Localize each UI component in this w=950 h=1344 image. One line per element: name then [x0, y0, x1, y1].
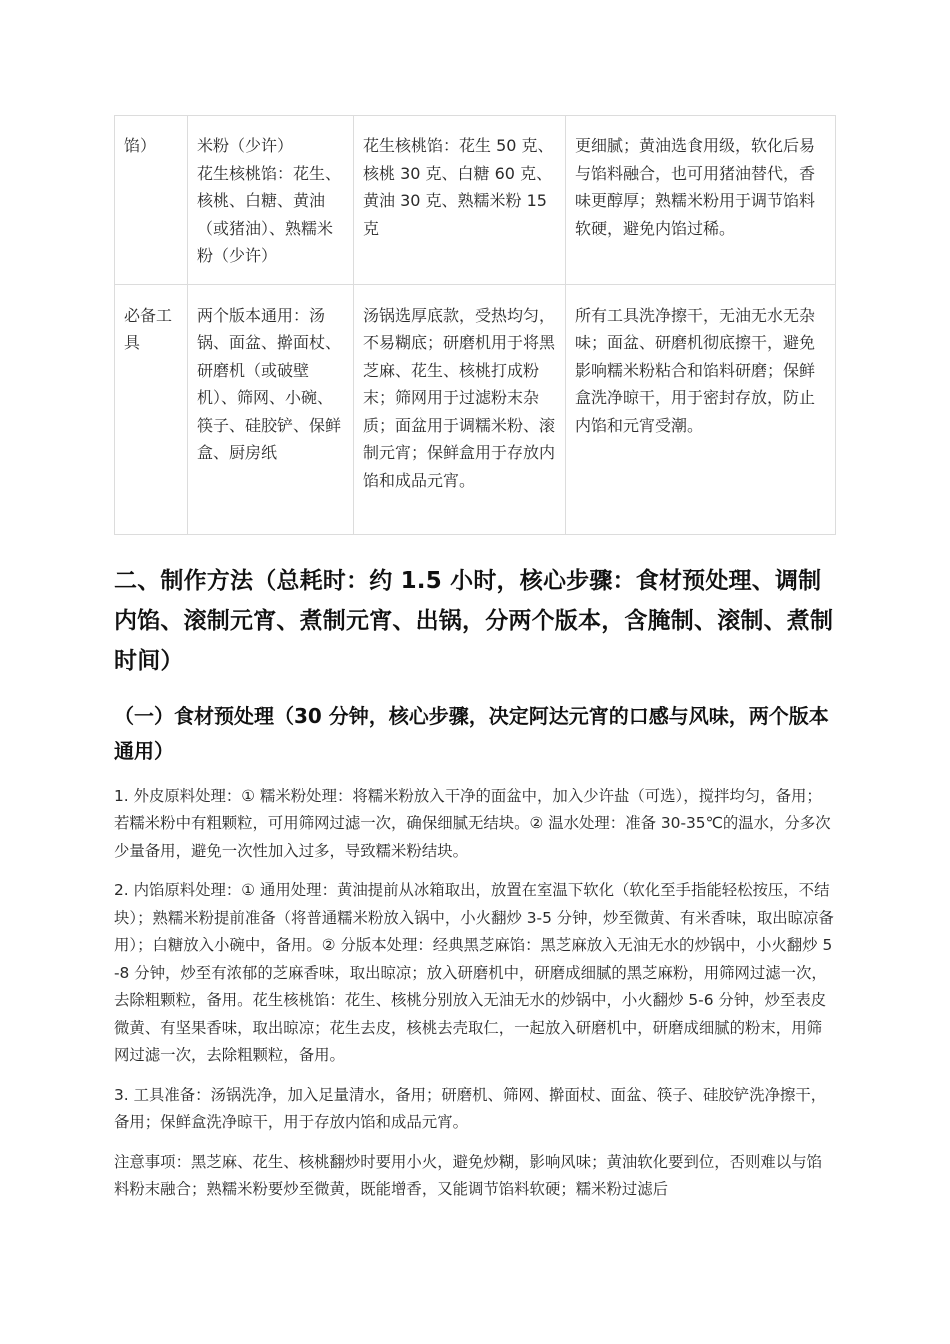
- document-page: [114, 115, 835, 1204]
- table-cell-notes: [566, 284, 836, 534]
- table-cell-ingredients: [188, 116, 354, 285]
- cell-text: 更细腻；黄油选食用级，软化后易与馅料融合，也可用猪油替代，香味更醇厚；熟糯米粉用于调节馅料软硬，避免内馅过稀。: [575, 136, 816, 238]
- subsection-heading: （一）食材预处理（30 分钟，核心步骤，决定阿达元宵的口感与风味，两个版本通用）: [114, 703, 829, 763]
- cell-text: 花生核桃馅：花生 50 克、核桃 30 克、白糖 60 克、黄油 30 克、熟糯米粉 15 克: [363, 136, 554, 238]
- cell-text: 米粉（少许）: [197, 136, 294, 155]
- paragraph: 1. 外皮原料处理：① 糯米粉处理：将糯米粉放入干净的面盆中，加入少许盐（可选），搅拌均匀，备用；若糯米粉中有粗颗粒，可用筛网过滤一次，确保细腻无结块。② 温水处理：准备 30-35℃的温水，分多次少量备用，避免一次性加入过多，导致糯米粉结块。: [114, 786, 831, 860]
- table-cell-amounts: [354, 284, 566, 534]
- table-row: [115, 284, 836, 534]
- table-cell-category: [115, 284, 188, 534]
- paragraph: 3. 工具准备：汤锅洗净，加入足量清水，备用；研磨机、筛网、擀面杖、面盆、筷子、硅胶铲洗净擦干，备用；保鲜盒洗净晾干，用于存放内馅和成品元宵。: [114, 1085, 827, 1131]
- section-heading: 二、制作方法（总耗时：约 1.5 小时，核心步骤：食材预处理、调制内馅、滚制元宵、煮制元宵、出锅，分两个版本，含腌制、滚制、煮制时间）: [114, 567, 834, 674]
- paragraph: 2. 内馅原料处理：① 通用处理：黄油提前从冰箱取出，放置在室温下软化（软化至手指能轻松按压，不结块）；熟糯米粉提前准备（将普通糯米粉放入锅中，小火翻炒 3-5 分钟，炒至微黄、有米香味，取出晾凉备用）；白糖放入小碗中，备用。② 分版本处理：经典黑芝麻馅：黑芝麻放入无油无水的炒锅中，小火翻炒 5-8 分钟，炒至有浓郁的芝麻香味，取出晾凉；放入研磨机中，研磨成细腻的黑芝麻粉，用筛网过滤一次，去除粗颗粒，备用。花生核桃馅：花生、核桃分别放入无油无水的炒锅中，小火翻炒 5-6 分钟，炒至表皮微黄、有坚果香味，取出晾凉；花生去皮，核桃去壳取仁，一起放入研磨机中，研磨成细腻的粉末，用筛网过滤一次，去除粗颗粒，备用。: [114, 881, 834, 1064]
- cell-text: 两个版本通用：汤锅、面盆、擀面杖、研磨机（或破壁机）、筛网、小碗、筷子、硅胶铲、保鲜盒、厨房纸: [197, 305, 342, 462]
- table-cell-category: [115, 116, 188, 285]
- table-cell-notes: [566, 116, 836, 285]
- ingredient-tool-table: [114, 115, 836, 535]
- cell-text: 汤锅选厚底款，受热均匀，不易糊底；研磨机用于将黑芝麻、花生、核桃打成粉末；筛网用于过滤粉末杂质；面盆用于调糯米粉、滚制元宵；保鲜盒用于存放内馅和成品元宵。: [363, 305, 556, 490]
- table-cell-amounts: [354, 116, 566, 285]
- paragraph: 注意事项：黑芝麻、花生、核桃翻炒时要用小火，避免炒糊，影响风味；黄油软化要到位，否则难以与馅料粉末融合；熟糯米粉要炒至微黄，既能增香，又能调节馅料软硬；糯米粉过滤后: [114, 1152, 822, 1198]
- cell-text: 花生核桃馅：花生、核桃、白糖、黄油（或猪油）、熟糯米粉（少许）: [197, 163, 342, 265]
- cell-text: 馅）: [124, 136, 157, 155]
- table-cell-ingredients: [188, 284, 354, 534]
- cell-text: 必备工具: [124, 305, 173, 352]
- cell-text: 所有工具洗净擦干，无油无水无杂味；面盆、研磨机彻底擦干，避免影响糯米粉粘合和馅料研磨；保鲜盒洗净晾干，用于密封存放，防止内馅和元宵受潮。: [575, 305, 816, 435]
- table-row: [115, 116, 836, 285]
